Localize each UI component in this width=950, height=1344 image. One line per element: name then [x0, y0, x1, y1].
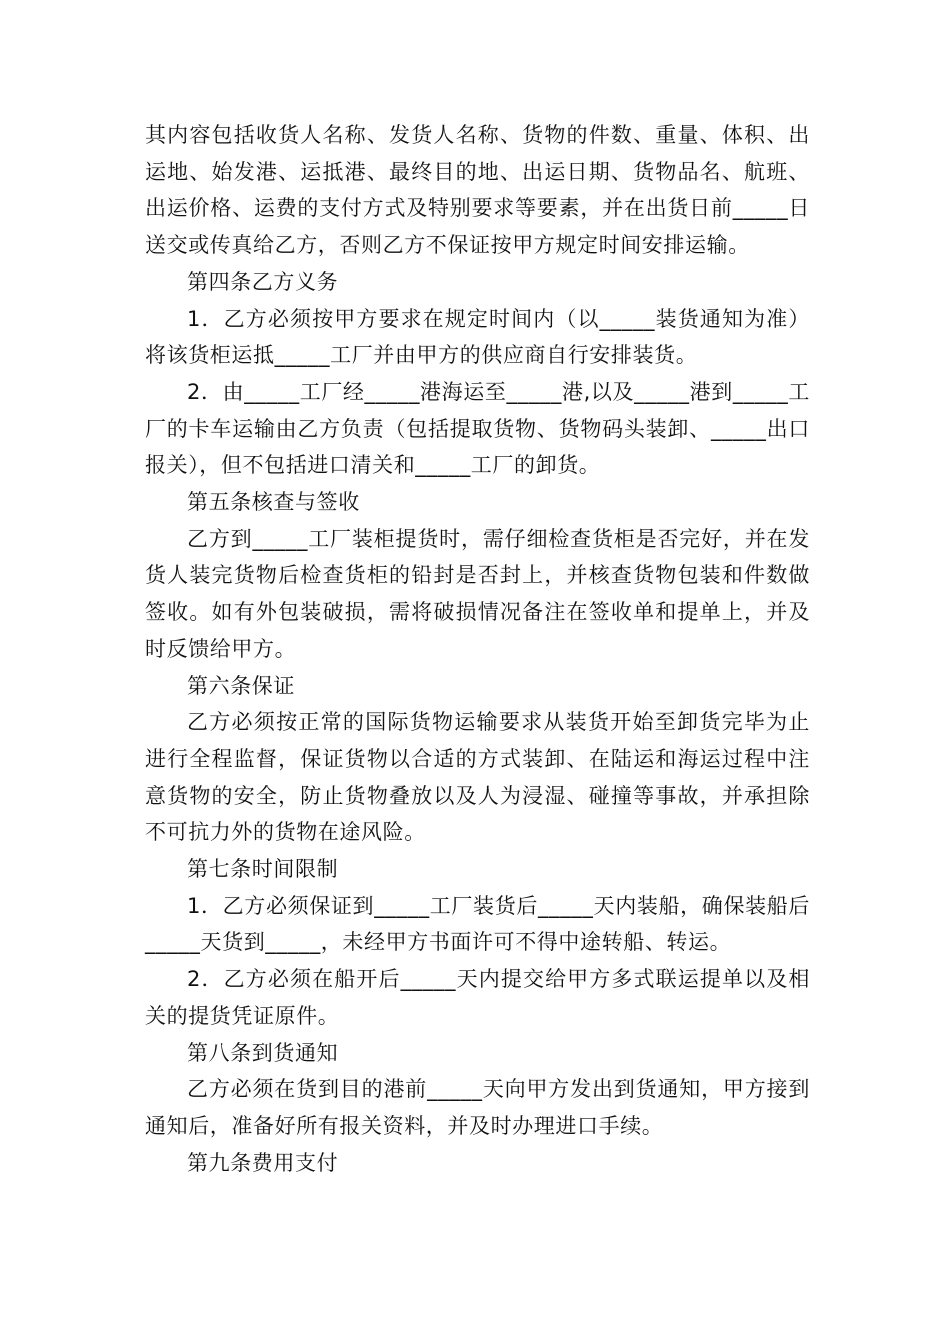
document-body	[145, 117, 810, 1181]
article-4-heading: 第四条乙方义务	[187, 269, 339, 294]
article-6-heading: 第六条保证	[187, 673, 295, 698]
article-5-heading: 第五条核查与签收	[187, 490, 360, 515]
paragraph-shipping-notice: 其内容包括收货人名称、发货人名称、货物的件数、重量、体积、出运地、始发港、运抵港、最终目的地、出运日期、货物品名、航班、出运价格、运费的支付方式及特别要求等要素，并在出货日前_____日送交或传真给乙方，否则乙方不保证按甲方规定时间安排运输。	[145, 123, 810, 258]
article-4-clause-2: 2．由_____工厂经_____港海运至_____港,以及_____港到_____工厂的卡车运输由乙方负责（包括提取货物、货物码头装卸、_____出口报关），但不包括进口清关和_____工厂的卸货。	[145, 379, 810, 478]
article-7-clause-2: 2．乙方必须在船开后_____天内提交给甲方多式联运提单以及相关的提货凭证原件。	[145, 967, 810, 1028]
article-9-heading: 第九条费用支付	[187, 1150, 339, 1175]
article-6-body: 乙方必须按正常的国际货物运输要求从装货开始至卸货完毕为止进行全程监督，保证货物以合适的方式装卸、在陆运和海运过程中注意货物的安全，防止货物叠放以及人为浸湿、碰撞等事故，并承担除不可抗力外的货物在途风险。	[145, 710, 810, 845]
article-8-heading: 第八条到货通知	[187, 1040, 339, 1065]
article-4-clause-1: 1．乙方必须按甲方要求在规定时间内（以_____装货通知为准）将该货柜运抵_____工厂并由甲方的供应商自行安排装货。	[145, 306, 810, 368]
article-5-body: 乙方到_____工厂装柜提货时，需仔细检查货柜是否完好，并在发货人装完货物后检查货柜的铅封是否封上，并核查货物包装和件数做签收。如有外包装破损，需将破损情况备注在签收单和提单上，并及时反馈给甲方。	[145, 526, 810, 661]
article-7-heading: 第七条时间限制	[187, 857, 339, 882]
article-8-body: 乙方必须在货到目的港前_____天向甲方发出到货通知，甲方接到通知后，准备好所有报关资料，并及时办理进口手续。	[145, 1077, 810, 1138]
article-7-clause-1: 1．乙方必须保证到_____工厂装货后_____天内装船，确保装船后_____天货到_____，未经甲方书面许可不得中途转船、转运。	[145, 893, 810, 955]
